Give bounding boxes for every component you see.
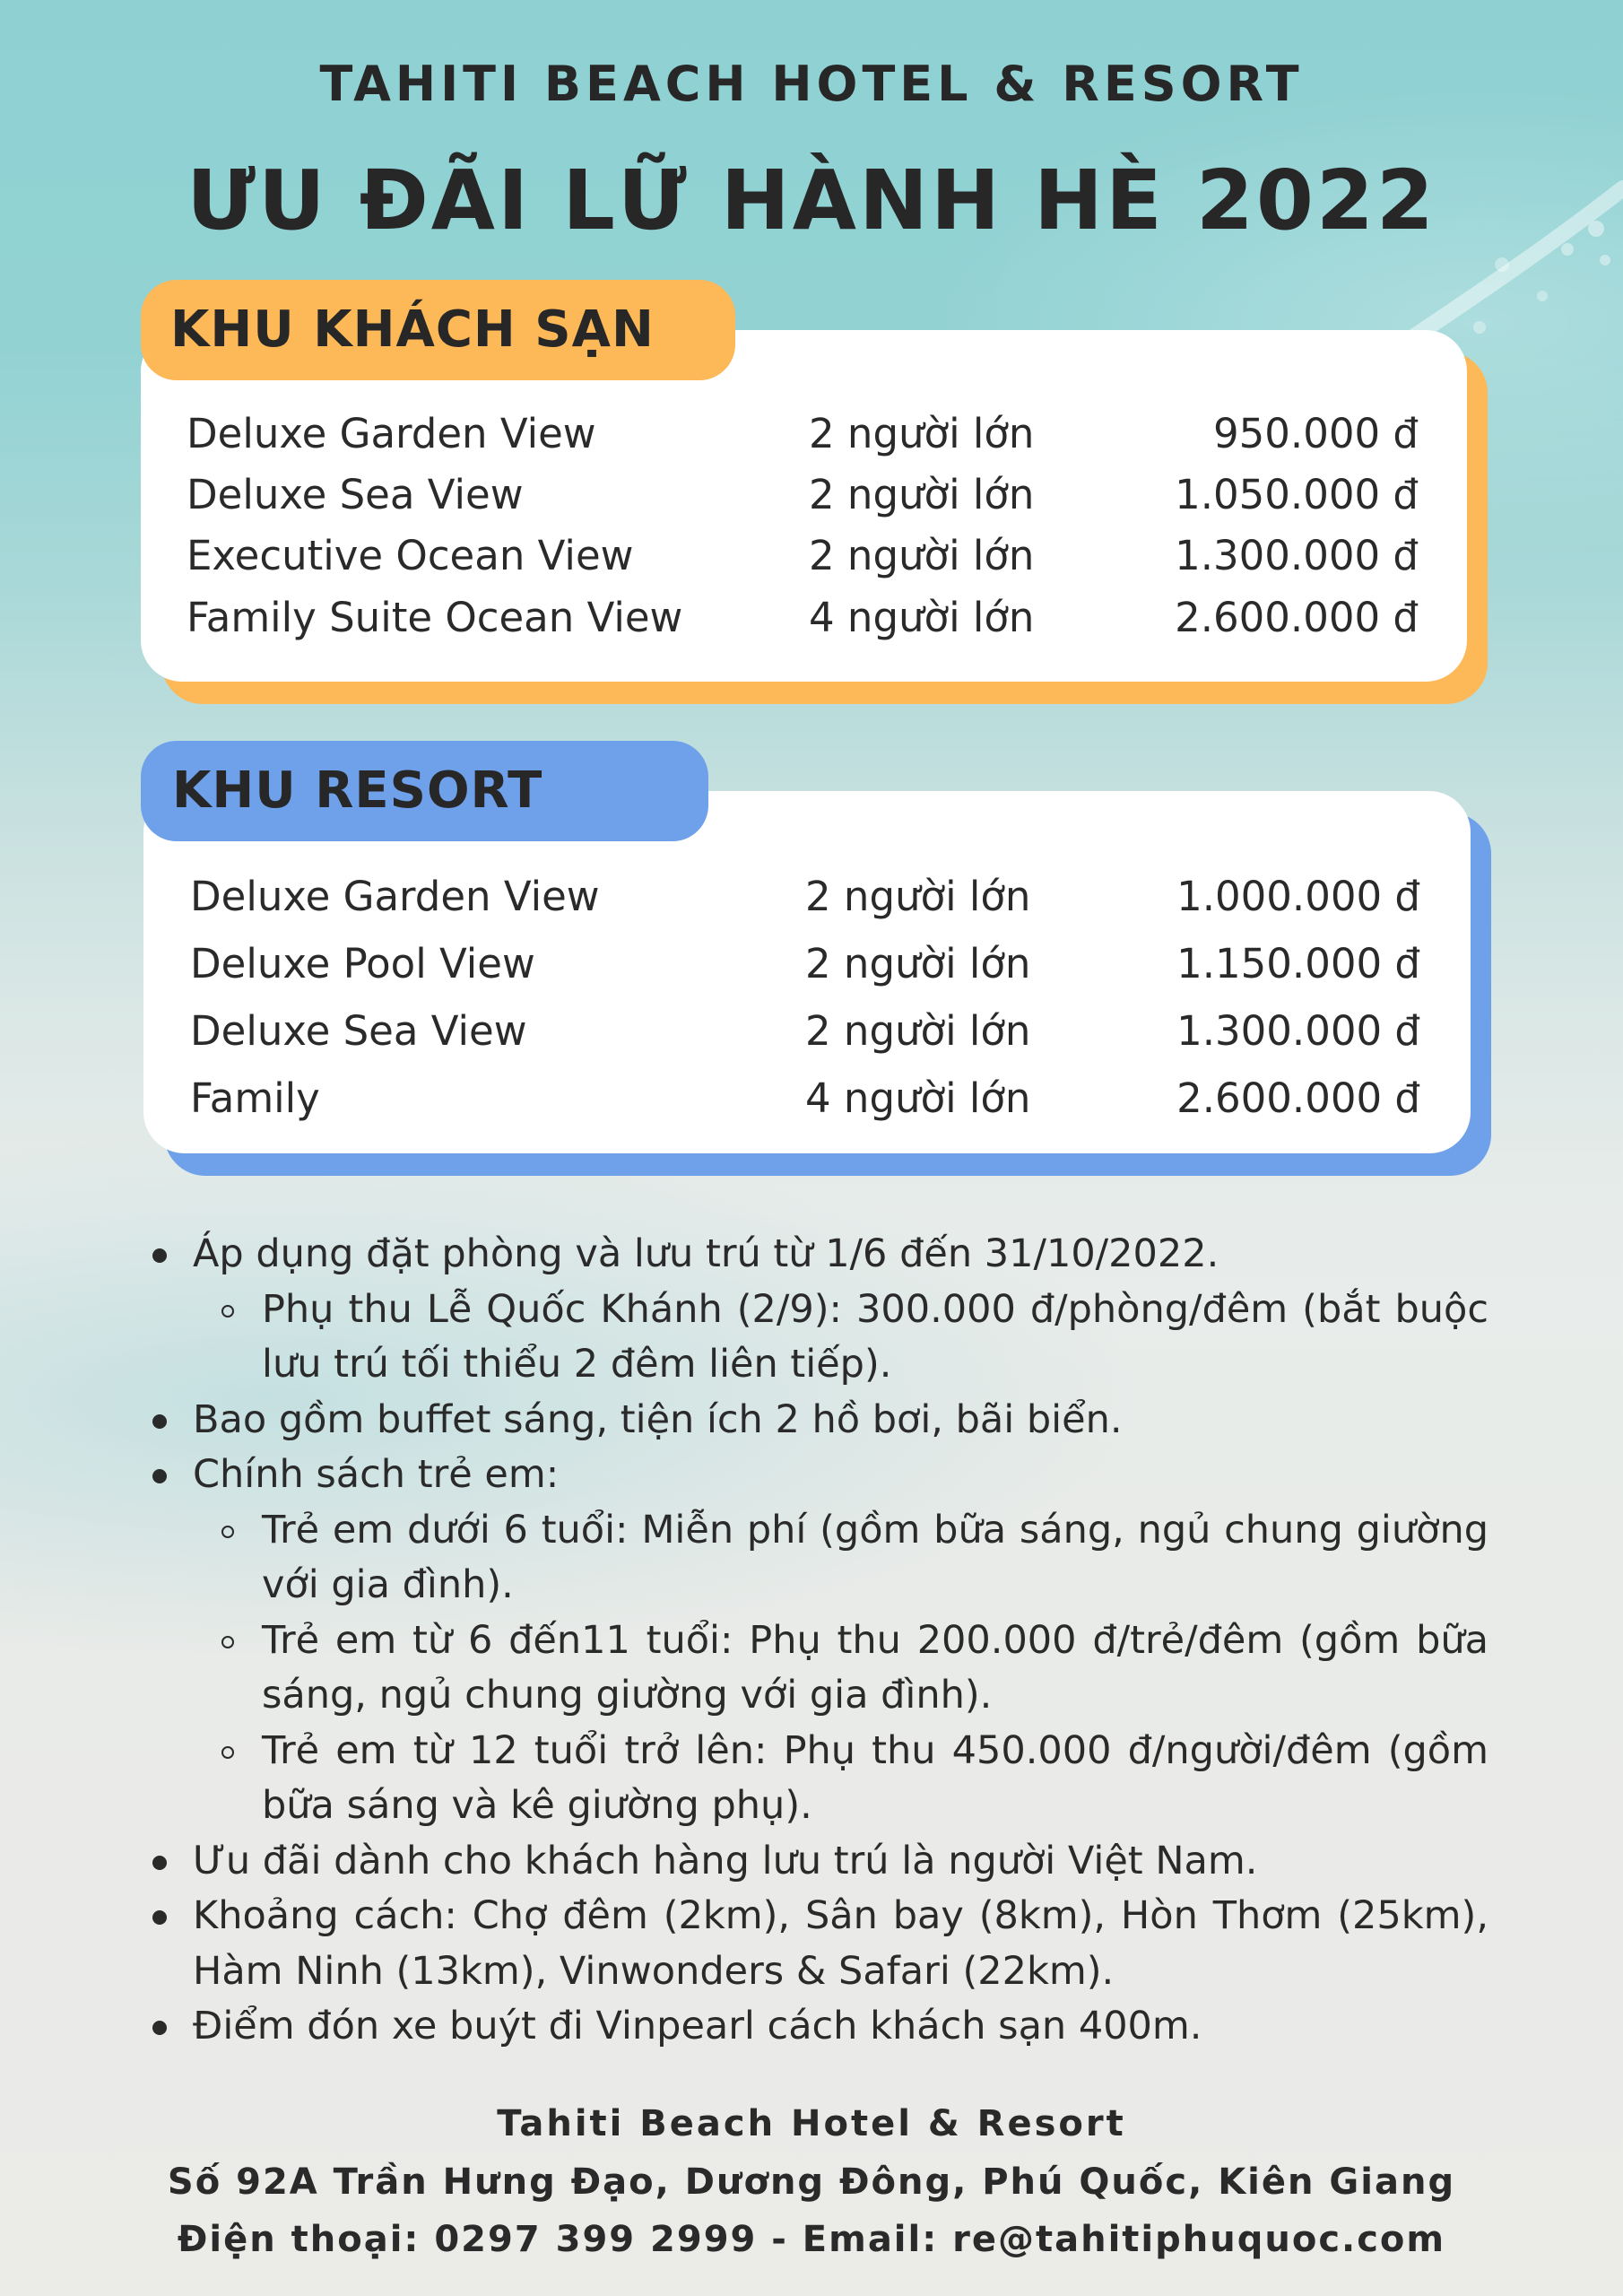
- bullet-dot-icon: [152, 1248, 167, 1263]
- resort-section-label: KHU RESORT: [172, 761, 543, 820]
- note-text: Bao gồm buffet sáng, tiện ích 2 hồ bơi, bãi biển.: [193, 1396, 1123, 1442]
- room-price: 1.150.000 đ: [1176, 940, 1420, 987]
- bullet-dot-icon: [152, 1414, 167, 1429]
- note-text: Áp dụng đặt phòng và lưu trú từ 1/6 đến 31/10/2022.: [193, 1231, 1219, 1276]
- room-name: Family Suite Ocean View: [187, 594, 683, 641]
- room-occupancy: 2 người lớn: [809, 532, 1035, 579]
- note-text: Trẻ em từ 6 đến11 tuổi: Phụ thu 200.000 đ/trẻ/đêm (gồm bữa sáng, ngủ chung giường với gia đình).: [262, 1617, 1488, 1718]
- hotel-subtitle: TAHITI BEACH HOTEL & RESORT: [319, 56, 1304, 112]
- room-occupancy: 2 người lớn: [809, 471, 1035, 518]
- footer-hotel-name: Tahiti Beach Hotel & Resort: [497, 2103, 1126, 2144]
- resort-room-row: [190, 937, 1420, 991]
- resort-room-row: [190, 1004, 1420, 1058]
- note-item: [143, 1227, 1488, 1283]
- room-price: 1.050.000 đ: [1175, 471, 1419, 518]
- note-text: Điểm đón xe buýt đi Vinpearl cách khách sạn 400m.: [193, 2004, 1202, 2048]
- room-occupancy: 2 người lớn: [805, 1007, 1031, 1055]
- bullet-dot-icon: [152, 1910, 167, 1925]
- bullet-circle-icon: [221, 1636, 234, 1648]
- note-item: [143, 1999, 1488, 2055]
- bullet-circle-icon: [221, 1746, 234, 1759]
- note-text: Khoảng cách: Chợ đêm (2km), Sân bay (8km), Hòn Thơm (25km), Hàm Ninh (13km), Vinwonders & Safari (22km).: [193, 1893, 1488, 1994]
- room-name: Deluxe Sea View: [187, 471, 524, 518]
- resort-room-row: [190, 870, 1420, 924]
- room-name: Deluxe Garden View: [190, 873, 600, 920]
- note-text: Trẻ em từ 12 tuổi trở lên: Phụ thu 450.000 đ/người/đêm (gồm bữa sáng và kê giường phụ).: [262, 1727, 1488, 1828]
- room-price: 950.000 đ: [1213, 410, 1419, 457]
- room-occupancy: 2 người lớn: [805, 873, 1031, 920]
- hotel-room-row: [187, 407, 1419, 461]
- note-subitem: [143, 1613, 1488, 1724]
- footer-contact: Điện thoại: 0297 399 2999 - Email: re@tahitiphuquoc.com: [177, 2219, 1446, 2260]
- note-item: [143, 1889, 1488, 1999]
- hotel-room-row: [187, 529, 1419, 583]
- note-text: Phụ thu Lễ Quốc Khánh (2/9): 300.000 đ/phòng/đêm (bắt buộc lưu trú tối thiểu 2 đêm liên tiếp).: [262, 1286, 1488, 1387]
- room-occupancy: 2 người lớn: [805, 940, 1031, 987]
- room-occupancy: 2 người lớn: [809, 410, 1035, 457]
- room-price: 1.300.000 đ: [1176, 1007, 1420, 1055]
- room-name: Family: [190, 1074, 320, 1122]
- note-subitem: [143, 1283, 1488, 1393]
- note-subitem: [143, 1724, 1488, 1834]
- room-name: Deluxe Sea View: [190, 1007, 527, 1055]
- hotel-room-row: [187, 468, 1419, 522]
- page-title: ƯU ĐÃI LỮ HÀNH HÈ 2022: [187, 152, 1436, 248]
- room-name: Deluxe Garden View: [187, 410, 596, 457]
- room-name: Executive Ocean View: [187, 532, 634, 579]
- bullet-dot-icon: [152, 2021, 167, 2035]
- note-text: Ưu đãi dành cho khách hàng lưu trú là người Việt Nam.: [193, 1838, 1258, 1883]
- room-price: 2.600.000 đ: [1175, 594, 1419, 641]
- bullet-circle-icon: [221, 1526, 234, 1538]
- hotel-room-row: [187, 591, 1419, 645]
- bullet-circle-icon: [221, 1305, 234, 1318]
- note-subitem: [143, 1503, 1488, 1613]
- note-item: [143, 1448, 1488, 1503]
- room-price: 1.000.000 đ: [1176, 873, 1420, 920]
- resort-room-row: [190, 1072, 1420, 1126]
- note-text: Chính sách trẻ em:: [193, 1452, 560, 1497]
- footer-address: Số 92A Trần Hưng Đạo, Dương Đông, Phú Quốc, Kiên Giang: [167, 2161, 1456, 2203]
- room-occupancy: 4 người lớn: [809, 594, 1035, 641]
- note-text: Trẻ em dưới 6 tuổi: Miễn phí (gồm bữa sáng, ngủ chung giường với gia đình).: [262, 1507, 1488, 1607]
- room-price: 1.300.000 đ: [1175, 532, 1419, 579]
- room-price: 2.600.000 đ: [1176, 1074, 1420, 1122]
- note-item: [143, 1393, 1488, 1448]
- note-item: [143, 1834, 1488, 1890]
- room-name: Deluxe Pool View: [190, 940, 535, 987]
- bullet-dot-icon: [152, 1856, 167, 1870]
- notes-list: [143, 1227, 1488, 2055]
- bullet-dot-icon: [152, 1469, 167, 1483]
- hotel-section-label: KHU KHÁCH SẠN: [170, 300, 655, 359]
- room-occupancy: 4 người lớn: [805, 1074, 1031, 1122]
